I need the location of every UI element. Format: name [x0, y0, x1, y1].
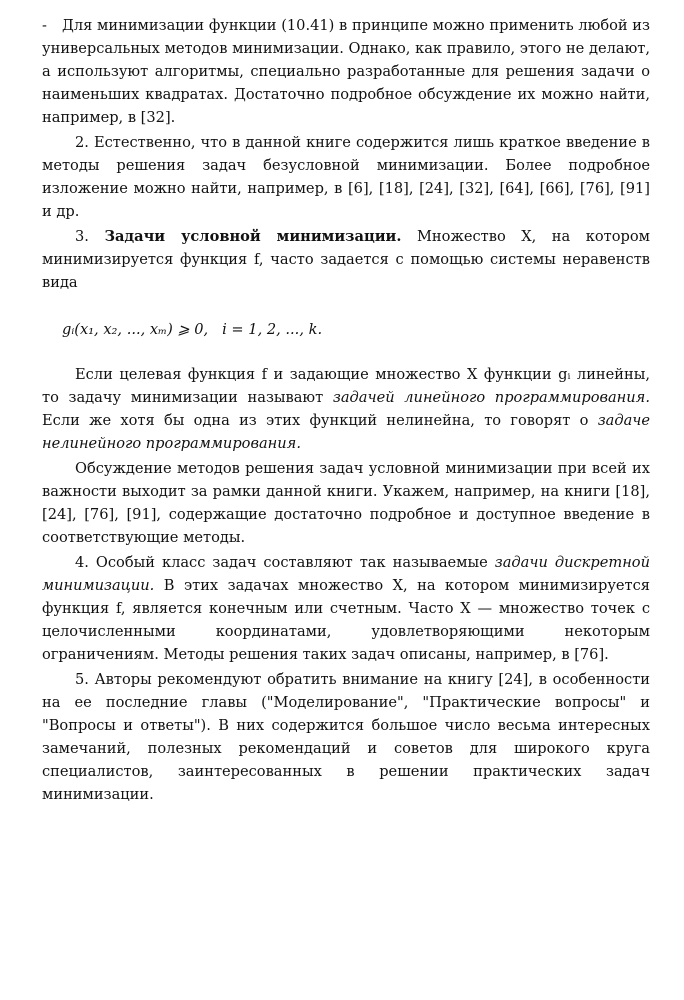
paragraph-least-squares: - Для минимизации функции (10.41) в принципе можно применить любой из универсальных методов минимизации. Однако, как правило, этого не делают, а используют алгоритмы, специально разработанные для решения задачи о наименьших квадратах. Достаточно подробное обсуждение их можно найти, например, в [32].	[42, 14, 650, 129]
constraint-formula	[62, 318, 650, 341]
section-heading: Задачи условной минимизации.	[104, 228, 402, 245]
scan-mark: -	[42, 17, 47, 34]
section-number: 3.	[75, 228, 89, 245]
formula-inequality: gᵢ(x₁, x₂, ..., xₘ) ⩾ 0,	[62, 321, 209, 338]
paragraph-recommendation: 5. Авторы рекомендуют обратить внимание на книгу [24], в особенности на ее последние главы ("Моделирование", "Практические вопросы" и "Вопросы и ответы"). В них содержится большое число весьма интересных замечаний, полезных рекомендаций и советов для широкого круга специалистов, заинтересованных в решении практических задач минимизации.	[42, 671, 650, 803]
paragraph-discrete-minimization: 4. Особый класс задач составляют так называемые задачи дискретной минимизации. В этих задачах множество X, на котором минимизируется функция f, является конечным или счетным. Часто X — множество точек с целочисленными координатами, удовлетворяющими некоторым ограничениям. Методы решения таких задач описаны, например, в [76].	[42, 554, 651, 663]
term-linear-programming: задачей линейного программирования.	[332, 389, 650, 406]
section-text: Множество X, на котором минимизируется функция f, часто задается с помощью системы неравенств вида	[42, 228, 650, 291]
term-nonlinear-programming: задаче нелинейного программирования.	[42, 412, 651, 452]
paragraph-linear-programming: Если целевая функция f и задающие множество X функции gᵢ линейны, то задачу минимизации называют задачей линейного программирования. Если же хотя бы одна из этих функций нелинейна, то говорят о задаче нелинейного программирования.	[42, 366, 651, 452]
paragraph-constrained-minimization	[42, 225, 650, 294]
formula-index: i = 1, 2, ..., k.	[222, 321, 323, 338]
term-discrete-minimization: задачи дискретной минимизации.	[42, 554, 650, 594]
paragraph-unconstrained-methods: 2. Естественно, что в данной книге содержится лишь краткое введение в методы решения задач безусловной минимизации. Более подробное изложение можно найти, например, в [6], [18], [24], [32], [64], [66], [76], [91] и др.	[42, 134, 650, 220]
paragraph-discussion: Обсуждение методов решения задач условной минимизации при всей их важности выходит за рамки данной книги. Укажем, например, на книги [18], [24], [76], [91], содержащие достаточно подробное и доступное введение в соответствующие методы.	[42, 460, 650, 546]
